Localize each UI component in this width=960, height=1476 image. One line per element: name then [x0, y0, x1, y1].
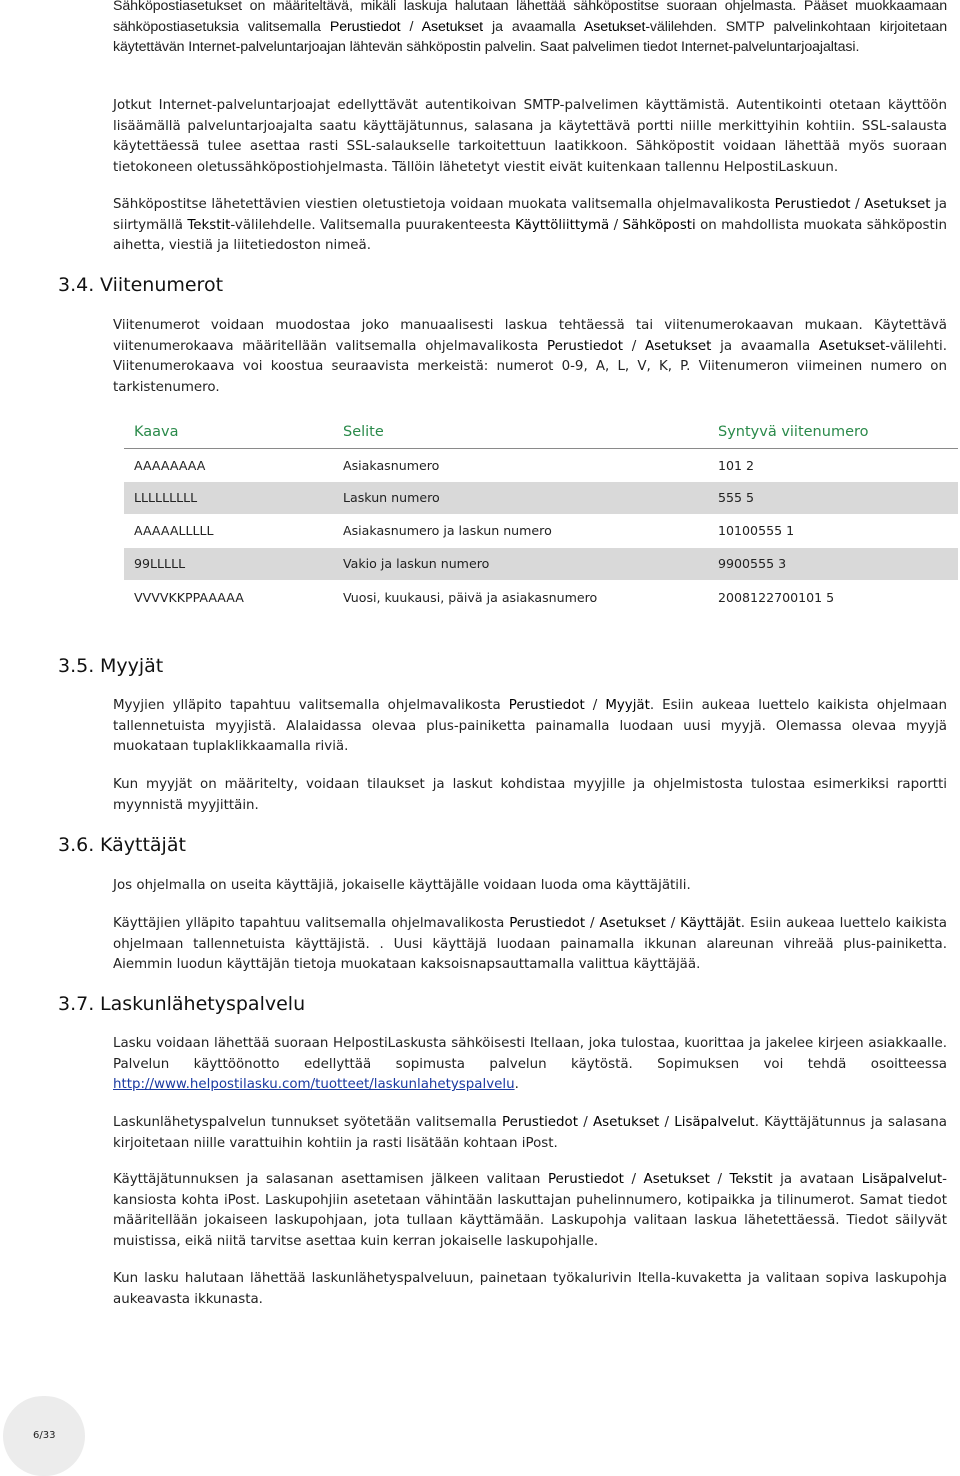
myyjat-paragraph-1: Myyjien ylläpito tapahtuu valitsemalla ohjelmavalikosta Perustiedot / Myyjät. Esiin aukeaa luettelo kaikista ohjelmaan tallennetuista myyjistä. Alalaidassa olevaa plus-painiketta painamalla luodaan uusi myyjä. Olemassa olevaa myyjä muokataan tuplaklikkaamalla riviä.: [113, 698, 947, 755]
table-row: 99LLLLL Vakio ja laskun numero 9900555 3: [124, 548, 958, 580]
viitenumerot-paragraph: Viitenumerot voidaan muodostaa joko manuaalisesti laskua tehtäessä tai viitenumerokaavan mukaan. Käytettävä viitenumerokaava määritellään valitsemalla ohjelmavalikosta Perustiedot / Asetukset ja avaamalla Asetukset-välilehti. Viitenumerokaava voi koostua seuraavista merkeistä: numerot 0-9, A, L, V, K, P. Viitenumeron viimeinen numero on tarkistenumero.: [113, 318, 947, 395]
menu-ref-myyjat: Myyjät: [605, 698, 650, 713]
section-heading-kayttajat: 3.6. Käyttäjät: [58, 834, 186, 856]
menu-ref-lisapalvelut: Lisäpalvelut: [674, 1115, 755, 1130]
email-defaults-paragraph: Sähköpostitse lähetettävien viestien oletustietoja voidaan muokata valitsemalla ohjelmavalikosta Perustiedot / Asetukset ja siirtymällä Tekstit-välilehdelle. Valitsemalla puurakenteesta Käyttöliittymä / Sähköposti on mahdollista muokata sähköpostin aihetta, viestiä ja liitetiedoston nimeä.: [113, 197, 947, 254]
myyjat-paragraph-2: Kun myyjät on määritelty, voidaan tilaukset ja laskut kohdistaa myyjille ja ohjelmistosta tulostaa esimerkiksi raportti myynnistä myyjittäin.: [113, 777, 947, 813]
header-selite: Selite: [343, 424, 384, 440]
tree-ref-sahkoposti: Sähköposti: [622, 217, 696, 233]
laskunlahetyspalvelu-link[interactable]: http://www.helpostilasku.com/tuotteet/laskunlahetyspalvelu: [113, 1077, 515, 1093]
menu-ref-tekstit: Tekstit: [729, 1172, 773, 1187]
laskunlahetys-paragraph-1: Lasku voidaan lähettää suoraan HelpostiLaskusta sähköisesti Itellaan, joka tulostaa, kuorittaa ja jakelee kirjeen asiakkaalle. Palvelun käyttöönotto edellyttää sopimusta palvelun käytöstä. Sopimuksen voi tehdä osoitteessa http://www.helpostilasku.com/tuotteet/laskunlahetyspalvelu.: [113, 1036, 947, 1093]
menu-ref-perustiedot: Perustiedot: [547, 1172, 624, 1187]
tab-ref-asetukset: Asetukset: [818, 338, 886, 354]
laskunlahetys-paragraph-3: Käyttäjätunnuksen ja salasanan asettamisen jälkeen valitaan Perustiedot / Asetukset / Tekstit ja avataan Lisäpalvelut-kansiosta kohta iPost. Laskupohjiin asetetaan vähintään laskuttajan puhelinnumero, kotipaikka ja tilinumerot. Samat tiedot määritellään jokaiseen laskupohjaan, jota tullaan käyttämään. Laskupohja valitaan laskua lähetettäessä. Tiedot säilyvät muistissa, eikä niitä tarvitse asettaa kuin kerran jokaiselle laskupohjalle.: [113, 1172, 947, 1249]
header-syntyva: Syntyvä viitenumero: [718, 424, 869, 440]
menu-ref-asetukset: Asetukset: [645, 338, 712, 354]
section-heading-myyjat: 3.5. Myyjät: [58, 655, 164, 677]
table-row: VVVVKKPPAAAAA Vuosi, kuukausi, päivä ja asiakasnumero 2008122700101 5: [134, 590, 835, 605]
menu-ref-asetukset: Asetukset: [599, 916, 666, 931]
page-number: 6/33: [33, 1430, 56, 1441]
folder-ref-lisapalvelut: Lisäpalvelut: [861, 1172, 943, 1187]
menu-ref-perustiedot: Perustiedot: [774, 197, 851, 212]
email-auth-paragraph: Jotkut Internet-palveluntarjoajat edellyttävät autentikoivan SMTP-palvelimen käyttämistä. Autentikointi otetaan käyttöön lisäämällä palveluntarjoajalta saatu käyttäjätunnus, salasana ja käytettävä portti niille merkittyihin kohtiin. SSL-salausta käytettäessä tulee asettaa rasti SSL-salaukselle tarkoitettuun laatikkoon. Sähköpostit voidaan lähettää myös suoraan tietokoneen oletussähköpostiohjelmasta. Tällöin lähetetyt viestit eivät kuitenkaan tallennu HelpostiLaskuun.: [113, 98, 947, 175]
section-heading-laskunlahetyspalvelu: 3.7. Laskunlähetyspalvelu: [58, 993, 306, 1015]
table-row: AAAAAAAA Asiakasnumero 101 2: [134, 458, 755, 473]
menu-ref-asetukset: Asetukset: [864, 197, 931, 212]
menu-ref-perustiedot: Perustiedot: [509, 916, 586, 931]
menu-ref-asetukset: Asetukset: [421, 18, 484, 35]
menu-ref-asetukset: Asetukset: [592, 1115, 660, 1130]
header-kaava: Kaava: [134, 424, 179, 440]
section-heading-viitenumerot: 3.4. Viitenumerot: [58, 274, 224, 296]
email-settings-paragraph: Sähköpostiasetukset on määriteltävä, mikäli laskuja halutaan lähettää sähköpostitse suoraan ohjelmasta. Pääset muokkaamaan sähköpostiasetuksia valitsemalla Perustiedot / Asetukset ja avaamalla Asetukset-välilehden. SMTP palvelinkohtaan kirjoitetaan käytettävän Internet-palveluntarjoajan lähtevän sähköpostin palvelin. Saat palvelimen tiedot Internet-palveluntarjoajaltasi.: [113, 0, 947, 56]
tab-ref-tekstit: Tekstit: [187, 217, 231, 233]
tab-ref-asetukset: Asetukset: [583, 18, 646, 35]
menu-ref-kayttajat: Käyttäjät: [680, 916, 741, 931]
tree-ref-kayttoliittyma: Käyttöliittymä: [515, 217, 610, 233]
kayttajat-paragraph-1: Jos ohjelmalla on useita käyttäjiä, jokaiselle käyttäjälle voidaan luoda oma käyttäjätili.: [113, 878, 691, 893]
table-row: LLLLLLLLL Laskun numero 555 5: [124, 482, 958, 514]
laskunlahetys-paragraph-2: Laskunlähetyspalvelun tunnukset syötetään valitsemalla Perustiedot / Asetukset / Lisäpalvelut. Käyttäjätunnus ja salasana kirjoitetaan niille varattuihin kohtiin ja rasti lisätään kohtaan iPost.: [113, 1115, 948, 1151]
reference-formula-table: [124, 418, 958, 605]
kayttajat-paragraph-2: Käyttäjien ylläpito tapahtuu valitsemalla ohjelmavalikosta Perustiedot / Asetukset / Käyttäjät. Esiin aukeaa luettelo kaikista ohjelmaan tallennetuista käyttäjistä. . Uusi käyttäjä luodaan painamalla ikkunan alareunan vihreää plus-painiketta. Aiemmin luodun käyttäjän tietoja muokataan kaksoisnapsauttamalla valittua käyttäjää.: [113, 916, 948, 973]
table-header: [124, 418, 958, 448]
menu-ref-perustiedot: Perustiedot: [502, 1115, 578, 1130]
menu-ref-perustiedot: Perustiedot: [329, 18, 401, 35]
table-divider: [124, 448, 958, 449]
menu-ref-perustiedot: Perustiedot: [547, 338, 624, 354]
page-number-badge: [3, 1396, 85, 1476]
menu-ref-perustiedot: Perustiedot: [508, 698, 585, 713]
laskunlahetys-paragraph-4: Kun lasku halutaan lähettää laskunlähetyspalveluun, painetaan työkalurivin Itella-kuvaketta ja valitaan sopiva laskupohja aukeavasta ikkunasta.: [113, 1271, 947, 1307]
menu-ref-asetukset: Asetukset: [643, 1172, 710, 1187]
table-row: AAAAALLLLL Asiakasnumero ja laskun numero 10100555 1: [134, 523, 795, 538]
